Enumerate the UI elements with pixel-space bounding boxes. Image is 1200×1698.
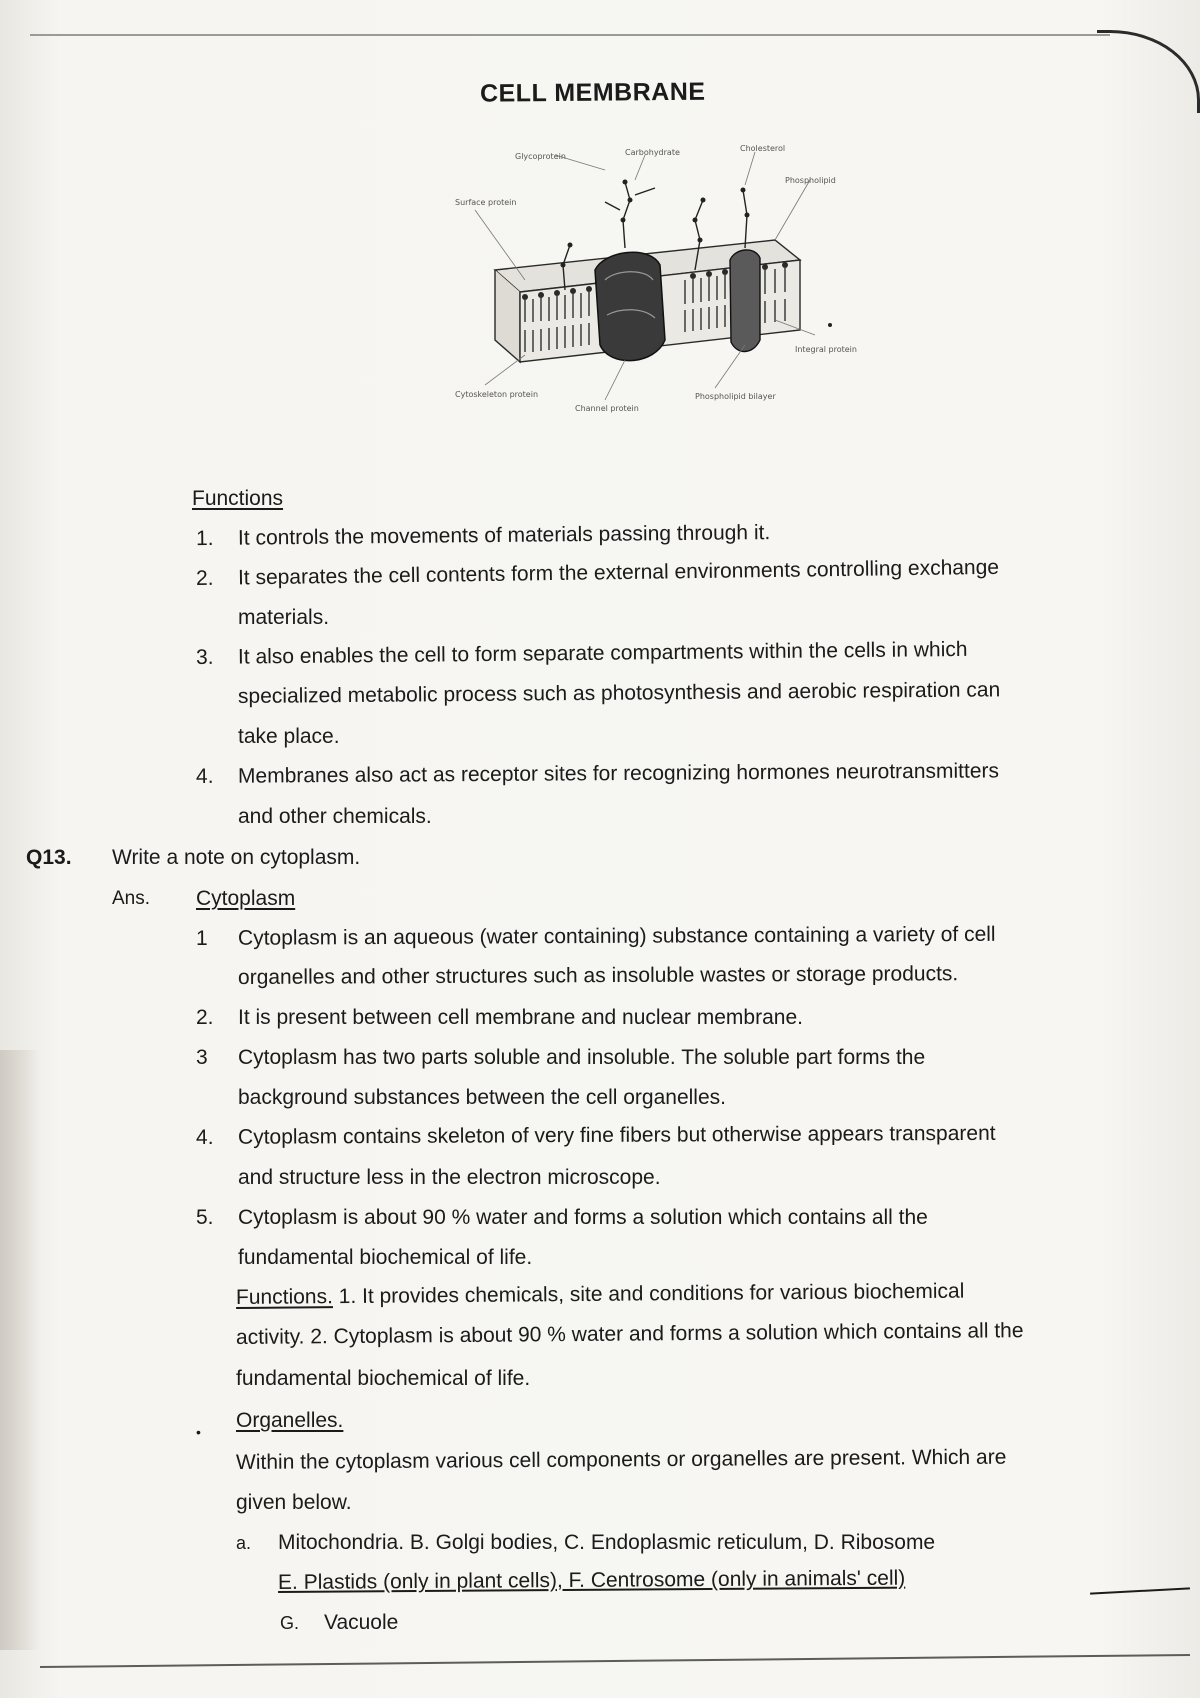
item-number: 5.: [196, 1206, 214, 1229]
label-phospholipid-top: Phospholipid: [785, 176, 836, 185]
cytoplasm-item-1-cont: organelles and other structures such as insoluble wastes or storage products.: [237, 962, 959, 989]
page-corner-curl: [1097, 30, 1200, 113]
label-channel-protein: Channel protein: [575, 404, 639, 413]
page-bottom-edge: [40, 1654, 1190, 1668]
list-prefix: a.: [236, 1533, 252, 1553]
item-number: 4.: [195, 764, 214, 788]
item-text: Cytoplasm is an aqueous (water containing) substance containing a variety of cell: [237, 922, 996, 950]
item-text: It is present between cell membrane and nuclear membrane.: [238, 1006, 803, 1029]
organelles-intro-1: Within the cytoplasm various cell components or organelles are present. Which are: [235, 1445, 1007, 1474]
cytoplasm-item-2: [196, 1005, 803, 1031]
label-glycoprotein: Glycoprotein: [515, 152, 566, 161]
item-number: 4.: [195, 1125, 214, 1149]
cytoplasm-functions-heading: Functions.: [235, 1285, 333, 1309]
organelle-list-line-3: [280, 1610, 399, 1636]
organelles-heading: Organelles.: [236, 1409, 344, 1432]
item-number: 3.: [195, 645, 214, 669]
label-integral-protein: Integral protein: [795, 345, 857, 354]
list-text: Vacuole: [324, 1611, 399, 1634]
cytoplasm-functions-line-1: [236, 1279, 965, 1311]
answer-label: Ans.: [112, 888, 151, 909]
function-item-4-cont: and other chemicals.: [238, 805, 432, 828]
cytoplasm-item-4: [195, 1121, 996, 1151]
page-bottom-right-edge: [1090, 1587, 1190, 1594]
list-text: Mitochondria. B. Golgi bodies, C. Endoplasmic reticulum, D. Ribosome: [278, 1531, 936, 1554]
function-item-3-cont-1: specialized metabolic process such as photosynthesis and aerobic respiration can: [237, 678, 1001, 708]
cytoplasm-item-5: [196, 1205, 928, 1231]
item-text: It separates the cell contents form the external environments controlling exchange: [237, 555, 1000, 590]
cytoplasm-functions-line-3: fundamental biochemical of life.: [236, 1367, 531, 1390]
item-number: 2.: [196, 1006, 214, 1029]
page-title: CELL MEMBRANE: [479, 77, 706, 108]
label-carbohydrate: Carbohydrate: [625, 148, 680, 157]
cell-membrane-diagram: [455, 140, 905, 440]
page-shadow: [0, 1050, 40, 1650]
organelle-list-line-2: E. Plastids (only in plant cells), F. Centrosome (only in animals' cell): [277, 1566, 906, 1594]
function-item-2-cont: materials.: [238, 606, 330, 629]
function-item-2: [195, 555, 1000, 592]
list-prefix: G.: [280, 1613, 300, 1633]
item-number: 1: [195, 926, 208, 950]
item-text: Cytoplasm contains skeleton of very fine fibers but otherwise appears transparent: [237, 1121, 996, 1149]
question-label: Q13.: [26, 846, 72, 869]
function-item-4: [195, 759, 1000, 790]
item-number: 1.: [195, 526, 214, 551]
functions-heading: Functions: [192, 487, 284, 510]
cytoplasm-item-1: [195, 922, 996, 952]
cytoplasm-item-5-cont: fundamental biochemical of life.: [238, 1246, 533, 1269]
item-text: Cytoplasm has two parts soluble and insoluble. The soluble part forms the: [238, 1046, 926, 1069]
item-text: It also enables the cell to form separate compartments within the cells in which: [237, 637, 968, 669]
cytoplasm-item-3-cont: background substances between the cell organelles.: [238, 1086, 726, 1109]
item-number: 2.: [195, 566, 214, 590]
item-number: 3: [196, 1046, 208, 1069]
organelle-list-line-1: [236, 1530, 936, 1556]
question-text: Write a note on cytoplasm.: [112, 846, 361, 869]
item-text: Cytoplasm is about 90 % water and forms a solution which contains all the: [238, 1206, 928, 1229]
organelles-intro-2: given below.: [236, 1491, 352, 1514]
label-cytoskeleton: Cytoskeleton protein: [455, 390, 539, 399]
cytoplasm-item-4-cont: and structure less in the electron microscope.: [238, 1166, 661, 1189]
label-phospholipid-bottom: Phospholipid bilayer: [695, 392, 776, 401]
cytoplasm-item-3: [196, 1045, 926, 1071]
function-item-3: [195, 637, 968, 671]
function-item-3-cont-2: take place.: [238, 725, 340, 748]
bullet-mark: •: [196, 1424, 201, 1440]
function-item-1: [195, 521, 771, 552]
label-cholesterol: Cholesterol: [740, 144, 786, 153]
cytoplasm-heading: Cytoplasm: [196, 887, 296, 910]
label-surface-protein: Surface protein: [455, 198, 517, 207]
page-top-edge: [30, 34, 1110, 36]
item-text: It controls the movements of materials passing through it.: [237, 521, 771, 550]
item-text: Membranes also act as receptor sites for recognizing hormones neurotransmitters: [237, 759, 1000, 788]
cytoplasm-functions-line-2: activity. 2. Cytoplasm is about 90 % water and forms a solution which contains all the: [235, 1319, 1024, 1349]
cytoplasm-functions-text: 1. It provides chemicals, site and conditions for various biochemical: [338, 1279, 965, 1309]
